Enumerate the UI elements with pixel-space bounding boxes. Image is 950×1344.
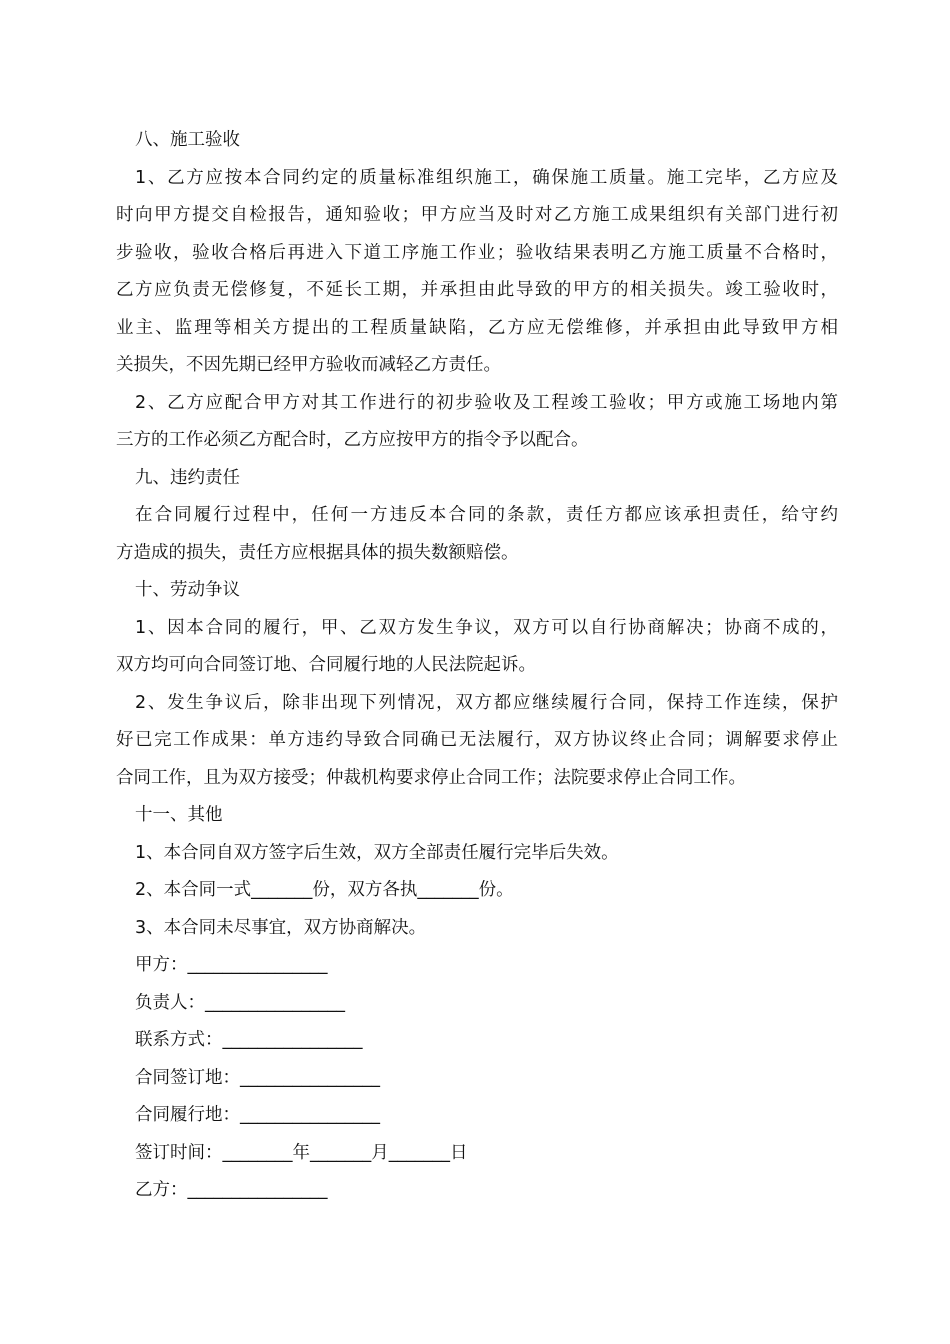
text-line: 乙方：________________ xyxy=(135,1180,328,1200)
text-line: 八、施工验收 xyxy=(135,130,240,150)
text-line: 十一、其他 xyxy=(135,805,223,825)
text-line: 3、本合同未尽事宜，双方协商解决。 xyxy=(135,917,427,938)
text-line: 合同签订地：________________ xyxy=(135,1067,380,1088)
text-line: 三方的工作必须乙方配合时，乙方应按甲方的指令予以配合。 xyxy=(116,430,589,450)
text-line: 在合同履行过程中，任何一方违反本合同的条款，责任方都应该承担责任，给守约 xyxy=(135,505,838,525)
text-line: 时向甲方提交自检报告，通知验收；甲方应当及时对乙方施工成果组织有关部门进行初 xyxy=(116,205,838,225)
text-line: 甲方：________________ xyxy=(135,955,328,975)
text-line: 负责人：________________ xyxy=(135,992,345,1013)
text-line: 九、违约责任 xyxy=(135,467,240,488)
text-line: 业主、监理等相关方提出的工程质量缺陷，乙方应无偿维修，并承担由此导致甲方相 xyxy=(116,317,838,338)
text-line: 1、本合同自双方签字后生效，双方全部责任履行完毕后失效。 xyxy=(135,842,619,863)
text-line: 2、发生争议后，除非出现下列情况，双方都应继续履行合同，保持工作连续，保护 xyxy=(135,692,838,713)
text-line: 2、乙方应配合甲方对其工作进行的初步验收及工程竣工验收；甲方或施工场地内第 xyxy=(135,392,838,413)
text-line: 乙方应负责无偿修复，不延长工期，并承担由此导致的甲方的相关损失。竣工验收时， xyxy=(116,280,838,300)
text-line: 签订时间：________年_______月_______日 xyxy=(135,1142,468,1163)
text-line: 十、劳动争议 xyxy=(135,580,240,600)
text-line: 2、本合同一式_______份，双方各执_______份。 xyxy=(135,880,514,900)
text-line: 1、因本合同的履行，甲、乙双方发生争议，双方可以自行协商解决；协商不成的， xyxy=(135,617,838,638)
text-line: 联系方式：________________ xyxy=(135,1030,363,1050)
text-line: 方造成的损失，责任方应根据具体的损失数额赔偿。 xyxy=(116,542,519,563)
text-line: 合同工作，且为双方接受；仲裁机构要求停止合同工作；法院要求停止合同工作。 xyxy=(116,767,746,788)
text-line: 合同履行地：________________ xyxy=(135,1105,380,1125)
text-line: 双方均可向合同签订地、合同履行地的人民法院起诉。 xyxy=(116,655,536,675)
text-line: 好已完工作成果：单方违约导致合同确已无法履行，双方协议终止合同；调解要求停止 xyxy=(116,730,838,750)
text-line: 步验收，验收合格后再进入下道工序施工作业；验收结果表明乙方施工质量不合格时， xyxy=(116,242,838,263)
document-page xyxy=(116,122,838,1210)
text-line: 关损失，不因先期已经甲方验收而减轻乙方责任。 xyxy=(116,355,501,375)
text-line: 1、乙方应按本合同约定的质量标准组织施工，确保施工质量。施工完毕，乙方应及 xyxy=(135,167,838,188)
